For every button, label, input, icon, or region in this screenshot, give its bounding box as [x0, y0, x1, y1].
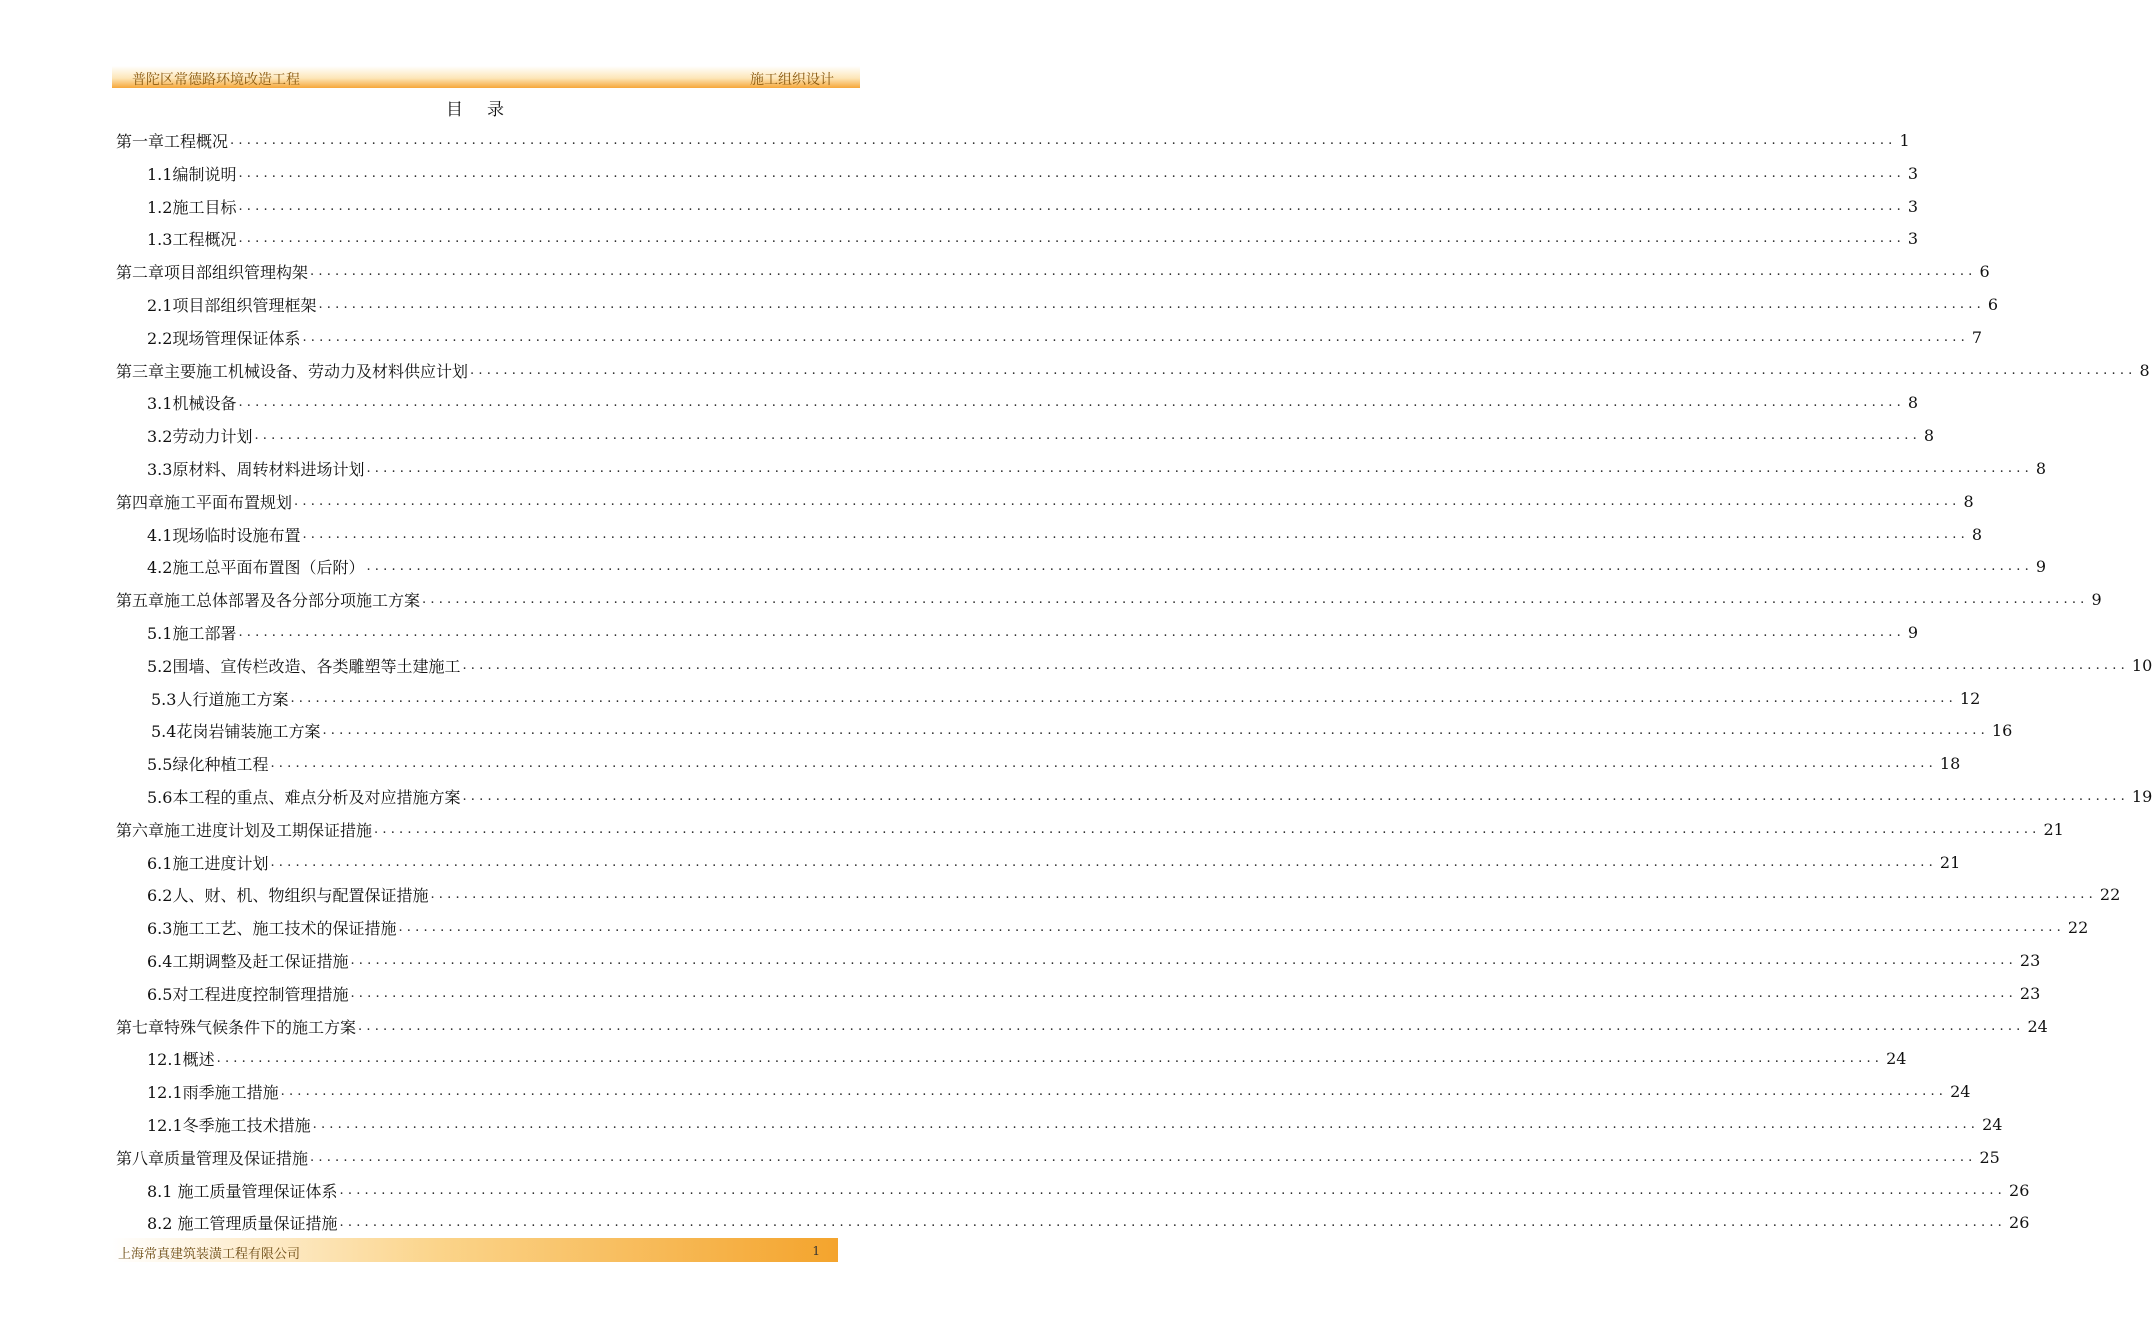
toc-chapter-number: 第三章	[116, 361, 165, 381]
toc-page-number: 7	[1971, 327, 1983, 347]
toc-chapter-entry[interactable]	[116, 813, 2064, 846]
toc-dot-leader: ........................................................................................................................................................................................................	[238, 395, 1905, 411]
toc-page-number: 24	[1950, 1082, 1971, 1102]
toc-page-number: 22	[2067, 918, 2089, 938]
toc-entry-title: 施工总体部署及各分部分项施工方案	[164, 591, 421, 611]
toc-dot-leader: ........................................................................................................................................................................................................	[238, 231, 1905, 247]
toc-dot-leader: ........................................................................................................................................................................................................	[462, 789, 2129, 804]
toc-chapter-number: 第七章	[116, 1017, 165, 1037]
toc-entry-title: 特殊气候条件下的施工方案	[164, 1017, 357, 1037]
toc-entry-title: 6.5对工程进度控制管理措施	[147, 984, 349, 1004]
toc-dot-leader: ........................................................................................................................................................................................................	[358, 1018, 2025, 1034]
page-header	[112, 66, 860, 88]
toc-page-number: 8	[2035, 459, 2047, 478]
toc-entry-title: 主要施工机械设备、劳动力及材料供应计划	[164, 361, 469, 381]
toc-section-entry[interactable]	[147, 1206, 2030, 1239]
toc-page-number: 23	[2019, 951, 2041, 970]
toc-section-entry[interactable]	[147, 977, 2041, 1010]
toc-chapter-entry[interactable]	[116, 1010, 2048, 1043]
toc-chapter-entry[interactable]	[116, 354, 2150, 387]
toc-page-number: 8	[1907, 393, 1919, 413]
toc-chapter-number: 第四章	[116, 492, 165, 512]
toc-page-number: 6	[1987, 295, 1999, 314]
page-footer	[112, 1238, 838, 1262]
header-project-name: 普陀区常德路环境改造工程	[132, 72, 300, 88]
toc-page-number: 18	[1939, 754, 1961, 774]
toc-entry-title: 5.4花岗岩铺装施工方案	[151, 722, 321, 742]
toc-entry-title: 2.2现场管理保证体系	[147, 328, 301, 348]
toc-entry-title: 施工平面布置规划	[164, 492, 293, 512]
toc-entry-title: 4.1现场临时设施布置	[147, 525, 301, 545]
toc-section-entry[interactable]	[147, 1108, 2003, 1141]
toc-section-entry[interactable]	[147, 747, 1961, 780]
toc-chapter-number: 第六章	[116, 820, 165, 840]
toc-entry-title: 6.2人、财、机、物组织与配置保证措施	[147, 886, 429, 906]
toc-chapter-number: 第八章	[116, 1148, 165, 1168]
toc-entry-title: 5.5绿化种植工程	[147, 755, 269, 775]
toc-dot-leader: ........................................................................................................................................................................................................	[310, 1149, 1977, 1165]
toc-dot-leader: ........................................................................................................................................................................................................	[350, 953, 2017, 968]
toc-dot-leader: ........................................................................................................................................................................................................	[290, 690, 1957, 706]
toc-entry-title: 1.2施工目标	[147, 197, 237, 217]
toc-chapter-number: 第一章	[116, 132, 165, 151]
toc-page-number: 12	[1959, 688, 1981, 708]
toc-dot-leader: ........................................................................................................................................................................................................	[366, 461, 2033, 476]
toc-page-number: 21	[2043, 819, 2064, 839]
toc-page-number: 8	[2139, 360, 2150, 380]
toc-entry-title: 项目部组织管理构架	[164, 263, 309, 283]
toc-dot-leader: ........................................................................................................................................................................................................	[302, 526, 1969, 542]
toc-dot-leader: ........................................................................................................................................................................................................	[339, 1182, 2007, 1198]
toc-dot-leader: ........................................................................................................................................................................................................	[294, 493, 1961, 509]
toc-dot-leader: ........................................................................................................................................................................................................	[238, 198, 1905, 214]
toc-page-number: 25	[1979, 1147, 2000, 1167]
toc-dot-leader: ........................................................................................................................................................................................................	[280, 1084, 1948, 1100]
toc-page-number: 24	[1886, 1049, 1907, 1069]
toc-entry-title: 3.3原材料、周转材料进场计划	[147, 460, 365, 479]
toc-dot-leader: ........................................................................................................................................................................................................	[470, 362, 2137, 378]
toc-dot-leader: ........................................................................................................................................................................................................	[322, 723, 1989, 739]
toc-entry-title: 12.1雨季施工措施	[147, 1083, 279, 1103]
toc-section-entry[interactable]	[147, 911, 2089, 944]
toc-entry-title: 工程概况	[164, 132, 229, 151]
toc-entry-title: 5.3人行道施工方案	[151, 689, 289, 709]
toc-dot-leader: ........................................................................................................................................................................................................	[302, 329, 1969, 345]
toc-page-number: 6	[1979, 262, 1990, 282]
toc-entry-title: 施工进度计划及工期保证措施	[164, 820, 373, 840]
toc-dot-leader: ........................................................................................................................................................................................................	[254, 428, 1921, 444]
toc-page-number: 3	[1907, 229, 1919, 249]
toc-title: 目录	[446, 100, 528, 120]
toc-section-entry[interactable]	[147, 616, 1919, 649]
toc-entry-title: 6.3施工工艺、施工技术的保证措施	[147, 919, 397, 939]
toc-page-number: 26	[2009, 1180, 2030, 1200]
toc-entry-title: 12.1概述	[147, 1050, 215, 1070]
toc-page-number: 19	[2131, 787, 2152, 806]
toc-section-entry[interactable]	[147, 419, 1935, 452]
toc-entry-title: 质量管理及保证措施	[164, 1148, 309, 1168]
toc-entry-title: 6.1施工进度计划	[147, 853, 269, 873]
toc-entry-title: 5.2围墙、宣传栏改造、各类雕塑等土建施工	[147, 656, 461, 676]
toc-page-number: 1	[1899, 131, 1910, 150]
toc-section-entry[interactable]	[147, 1075, 1971, 1108]
toc-section-entry[interactable]	[147, 649, 2152, 682]
toc-chapter-entry[interactable]	[116, 255, 1990, 288]
toc-chapter-number: 第五章	[116, 591, 165, 611]
toc-section-entry[interactable]	[147, 1174, 2030, 1207]
toc-page-number: 9	[2091, 590, 2102, 610]
toc-dot-leader: ........................................................................................................................................................................................................	[350, 985, 2017, 1001]
toc-dot-leader: ........................................................................................................................................................................................................	[310, 264, 1977, 280]
toc-dot-leader: ........................................................................................................................................................................................................	[398, 920, 2065, 936]
toc-page-number: 22	[2099, 885, 2121, 905]
toc-dot-leader: ........................................................................................................................................................................................................	[238, 625, 1905, 640]
toc-chapter-number: 第二章	[116, 263, 165, 283]
toc-chapter-entry[interactable]	[116, 485, 1974, 518]
toc-page-number: 8	[1971, 524, 1983, 544]
footer-page-number: 1	[812, 1244, 820, 1258]
toc-entry-title: 8.2 施工管理质量保证措施	[147, 1214, 338, 1234]
footer-company-name: 上海常真建筑装潢工程有限公司	[118, 1247, 301, 1262]
toc-entry-title: 6.4工期调整及赶工保证措施	[147, 952, 349, 971]
toc-section-entry[interactable]	[147, 386, 1919, 419]
toc-section-entry[interactable]	[147, 157, 1919, 190]
toc-dot-leader: ........................................................................................................................................................................................................	[374, 821, 2041, 837]
toc-section-entry[interactable]	[147, 190, 1919, 223]
toc-entry-title: 1.1编制说明	[147, 164, 237, 184]
toc-section-entry[interactable]	[147, 222, 1919, 255]
toc-chapter-entry[interactable]	[116, 583, 2102, 616]
toc-section-entry[interactable]	[147, 518, 1983, 551]
toc-section-entry[interactable]	[147, 550, 2047, 583]
toc-entry-title: 3.1机械设备	[147, 394, 237, 414]
toc-entry-title: 2.1项目部组织管理框架	[147, 296, 317, 315]
toc-section-entry[interactable]	[147, 288, 1999, 321]
toc-page-number: 26	[2009, 1213, 2030, 1233]
toc-section-entry[interactable]	[147, 321, 1983, 354]
toc-dot-leader: ........................................................................................................................................................................................................	[339, 1215, 2007, 1231]
toc-page-number: 10	[2131, 655, 2152, 675]
toc-section-entry[interactable]	[147, 1042, 1907, 1075]
toc-page-number: 9	[2035, 557, 2047, 577]
toc-page-number: 16	[1991, 721, 2013, 741]
toc-dot-leader: ........................................................................................................................................................................................................	[216, 1051, 1884, 1067]
toc-entry-title: 3.2劳动力计划	[147, 427, 253, 447]
toc-entry-title: 12.1冬季施工技术措施	[147, 1116, 311, 1135]
toc-dot-leader: ........................................................................................................................................................................................................	[238, 165, 1905, 181]
toc-section-entry[interactable]	[147, 878, 2121, 911]
toc-page-number: 8	[1923, 426, 1935, 446]
toc-entry-title: 4.2施工总平面布置图（后附）	[147, 558, 365, 578]
toc-entry-title: 5.1施工部署	[147, 624, 237, 643]
toc-dot-leader: ........................................................................................................................................................................................................	[270, 756, 1937, 772]
toc-dot-leader: ........................................................................................................................................................................................................	[366, 559, 2033, 575]
toc-chapter-entry[interactable]	[116, 124, 1910, 157]
toc-section-entry[interactable]	[147, 780, 2152, 813]
toc-dot-leader: ........................................................................................................................................................................................................	[230, 133, 1897, 148]
toc-dot-leader: ........................................................................................................................................................................................................	[422, 592, 2089, 608]
toc-dot-leader: ........................................................................................................................................................................................................	[430, 887, 2097, 903]
toc-entry-title: 1.3工程概况	[147, 230, 237, 250]
toc-page-number: 23	[2019, 983, 2041, 1003]
toc-page-number: 9	[1907, 623, 1919, 642]
toc-section-entry[interactable]	[147, 846, 1961, 879]
toc-page-number: 24	[1982, 1115, 2003, 1134]
toc-page-number: 24	[2027, 1016, 2048, 1036]
toc-page-number: 3	[1907, 196, 1919, 216]
toc-dot-leader: ........................................................................................................................................................................................................	[312, 1117, 1980, 1132]
header-doc-type: 施工组织设计	[750, 72, 834, 88]
toc-dot-leader: ........................................................................................................................................................................................................	[318, 297, 1985, 312]
toc-chapter-entry[interactable]	[116, 1141, 2000, 1174]
toc-section-entry[interactable]	[151, 714, 2013, 747]
toc-page-number: 8	[1963, 491, 1974, 511]
toc-page-number: 3	[1907, 163, 1919, 183]
toc-page-number: 21	[1939, 852, 1961, 872]
toc-entry-title: 8.1 施工质量管理保证体系	[147, 1181, 338, 1201]
toc-section-entry[interactable]	[147, 944, 2041, 977]
toc-dot-leader: ........................................................................................................................................................................................................	[270, 854, 1937, 870]
toc-entry-title: 5.6本工程的重点、难点分析及对应措施方案	[147, 788, 461, 807]
toc-dot-leader: ........................................................................................................................................................................................................	[462, 657, 2129, 673]
toc-section-entry[interactable]	[151, 682, 1981, 715]
toc-section-entry[interactable]	[147, 452, 2047, 485]
